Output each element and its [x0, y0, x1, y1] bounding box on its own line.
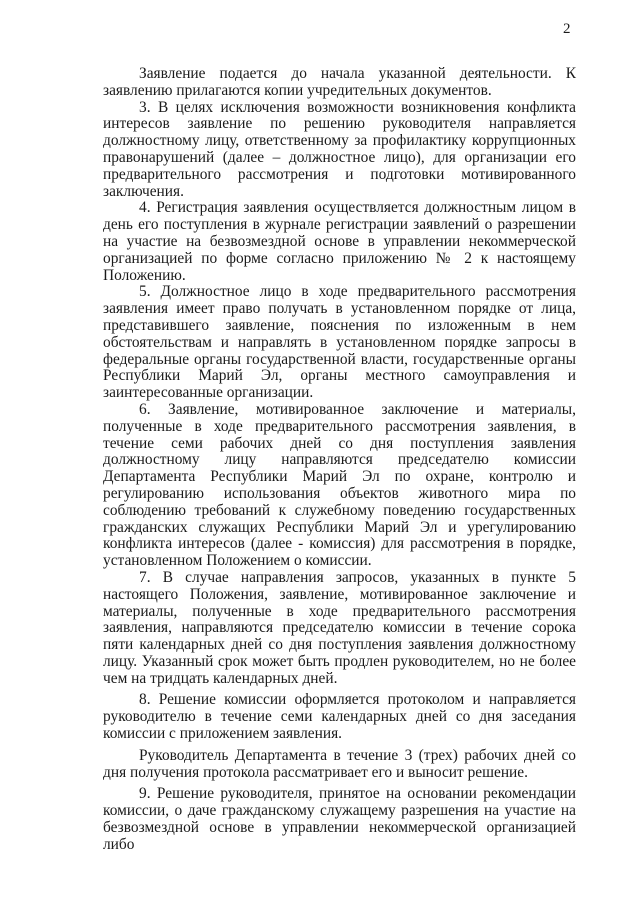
paragraph-application-submission: Заявление подается до начала указанной деятельности. К заявлению прилагаются копии учредительных документов. — [103, 65, 576, 99]
paragraph-4-registration: 4. Регистрация заявления осуществляется должностным лицом в день его поступления в журнале регистрации заявлений о разрешении на участие на безвозмездной основе в управлении некоммерческой организацией по форме согласно приложению № 2 к настоящему Положению. — [103, 199, 576, 284]
paragraph-3-conflict-of-interest: 3. В целях исключения возможности возникновения конфликта интересов заявление по решению руководителя направляется должностному лицу, ответственному за профилактику коррупционных правонарушений (далее – должностное лицо), для организации его предварительного рассмотрения и подготовки мотивированного заключения. — [103, 98, 576, 200]
paragraph-6-commission-referral: 6. Заявление, мотивированное заключение и материалы, полученные в ходе предварительного рассмотрения заявления, в течение семи рабочих дней со дня поступления заявления должностному лицу направляются председателю комиссии Департамента Республики Марий Эл по охране, контролю и регулированию использования объектов животного мира по соблюдению требований к служебному поведению государственных гражданских служащих Республики Марий Эл и урегулированию конфликта интересов (далее - комиссия) для рассмотрения в порядке, установленном Положением о комиссии. — [103, 400, 576, 570]
page-number: 2 — [563, 21, 571, 37]
paragraph-head-review: Руководитель Департамента в течение 3 (трех) рабочих дней со дня получения протокола рассматривает его и выносит решение. — [103, 746, 576, 781]
paragraph-8-commission-decision: 8. Решение комиссии оформляется протоколом и направляется руководителю в течение семи календарных дней со дня заседания комиссии с приложением заявления. — [103, 691, 576, 743]
paragraph-9-head-decision: 9. Решение руководителя, принятое на основании рекомендации комиссии, о даче гражданскому служащему разрешения на участие на безвозмездной основе в управлении некоммерческой организацией либо — [103, 785, 576, 853]
paragraph-7-requests-deadline: 7. В случае направления запросов, указанных в пункте 5 настоящего Положения, заявление, мотивированное заключение и материалы, полученные в ходе предварительного рассмотрения заявления, направляются председателю комиссии в течение сорока пяти календарных дней со дня поступления заявления должностному лицу. Указанный срок может быть продлен руководителем, но не более чем на тридцать календарных дней. — [103, 568, 576, 687]
document-body — [103, 66, 576, 854]
paragraph-5-preliminary-review: 5. Должностное лицо в ходе предварительного рассмотрения заявления имеет право получать в установленном порядке от лица, представившего заявление, пояснения по изложенным в нем обстоятельствам и направлять в установленном порядке запросы в федеральные органы государственной власти, государственные органы Республики Марий Эл, органы местного самоуправления и заинтересованные организации. — [103, 283, 576, 402]
